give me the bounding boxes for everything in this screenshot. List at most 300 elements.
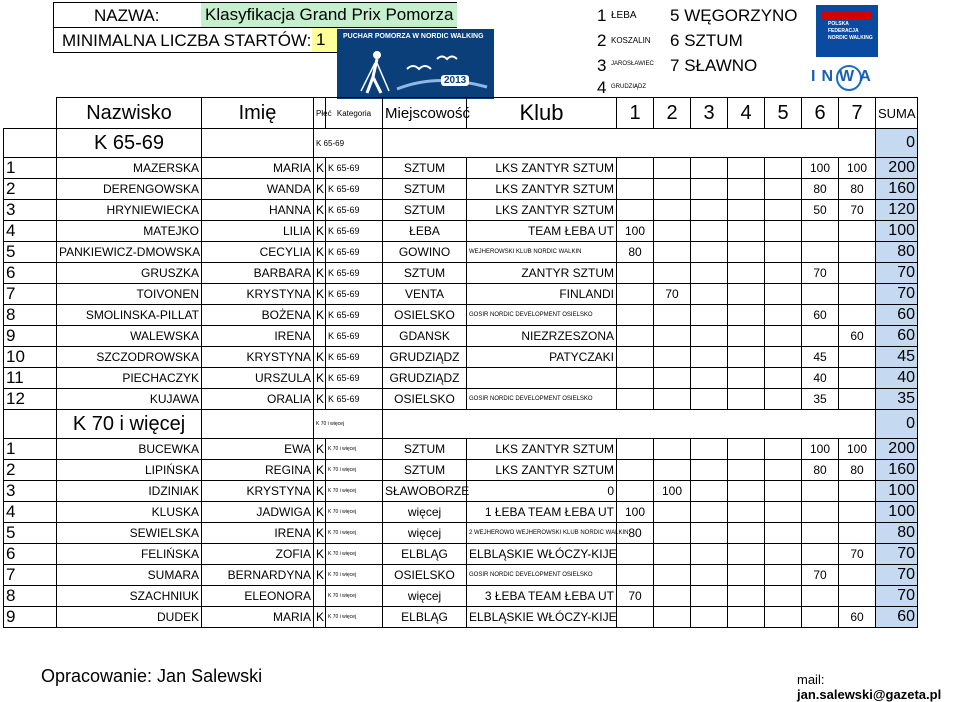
row-round-2: 100 bbox=[654, 481, 691, 502]
row-miejscowosc: GOWINO bbox=[383, 242, 467, 263]
row-round-7 bbox=[839, 221, 876, 242]
footer-author: Opracowanie: Jan Salewski bbox=[41, 666, 263, 686]
row-round-2 bbox=[654, 502, 691, 523]
col-miejscowosc: Miejscowość bbox=[383, 98, 467, 129]
row-round-4 bbox=[728, 200, 765, 221]
row-round-5 bbox=[765, 607, 802, 628]
row-round-3 bbox=[691, 544, 728, 565]
row-round-1 bbox=[617, 347, 654, 368]
row-round-5 bbox=[765, 284, 802, 305]
row-miejscowosc: OSIELSKO bbox=[383, 389, 467, 410]
row-round-2 bbox=[654, 544, 691, 565]
row-position: 5 bbox=[4, 242, 57, 263]
row-kategoria: K 70 i więcej bbox=[326, 544, 383, 565]
row-sum: 60 bbox=[876, 607, 918, 628]
federation-logo-text: POLSKA FEDERACJA NORDIC WALKING bbox=[828, 21, 873, 41]
federation-flag-icon bbox=[822, 11, 872, 19]
row-klub: ELBLĄSKIE WŁÓCZY-KIJE bbox=[467, 607, 617, 628]
row-round-2 bbox=[654, 326, 691, 347]
col-imie: Imię bbox=[202, 98, 314, 129]
row-kategoria: K 65-69 bbox=[326, 326, 383, 347]
row-sum: 100 bbox=[876, 481, 918, 502]
row-round-5 bbox=[765, 221, 802, 242]
row-imie: KRYSTYNA bbox=[202, 481, 314, 502]
header-blank bbox=[4, 98, 57, 129]
row-imie: CECYLIA bbox=[202, 242, 314, 263]
footer-email: jan.salewski@gazeta.pl bbox=[797, 687, 942, 702]
row-nazwisko: KLUSKA bbox=[57, 502, 202, 523]
legend-6-num: 6 bbox=[670, 31, 680, 50]
row-klub: GOSIR NORDIC DEVELOPMENT OSIELSKO bbox=[467, 565, 617, 586]
row-round-7 bbox=[839, 481, 876, 502]
row-imie: MARIA bbox=[202, 607, 314, 628]
row-sum: 70 bbox=[876, 263, 918, 284]
row-round-3 bbox=[691, 460, 728, 481]
row-round-7 bbox=[839, 263, 876, 284]
row-round-1 bbox=[617, 200, 654, 221]
table-row bbox=[4, 544, 918, 565]
row-round-4 bbox=[728, 389, 765, 410]
row-sum: 70 bbox=[876, 284, 918, 305]
table-row bbox=[4, 179, 918, 200]
row-round-2 bbox=[654, 439, 691, 460]
legend-2-name: KOSZALIN bbox=[611, 36, 651, 45]
col-r5: 5 bbox=[765, 98, 802, 129]
row-round-2: 70 bbox=[654, 284, 691, 305]
legend-2-num: 2 bbox=[597, 31, 607, 50]
row-sum: 45 bbox=[876, 347, 918, 368]
row-round-1 bbox=[617, 326, 654, 347]
row-position: 1 bbox=[4, 158, 57, 179]
table-row bbox=[4, 481, 918, 502]
row-klub: ZANTYR SZTUM bbox=[467, 263, 617, 284]
footer-mail-label: mail: bbox=[797, 672, 825, 687]
row-plec: K bbox=[314, 368, 326, 389]
nazwa-label: NAZWA: bbox=[94, 6, 160, 25]
row-sum: 70 bbox=[876, 565, 918, 586]
row-round-6 bbox=[802, 242, 839, 263]
row-miejscowosc: GDANSK bbox=[383, 326, 467, 347]
row-round-1 bbox=[617, 305, 654, 326]
col-r3: 3 bbox=[691, 98, 728, 129]
row-round-4 bbox=[728, 242, 765, 263]
row-plec: K bbox=[314, 607, 326, 628]
row-imie: JADWIGA bbox=[202, 502, 314, 523]
row-position: 6 bbox=[4, 263, 57, 284]
col-r2: 2 bbox=[654, 98, 691, 129]
row-plec: K bbox=[314, 179, 326, 200]
row-round-3 bbox=[691, 481, 728, 502]
row-round-3 bbox=[691, 439, 728, 460]
row-sum: 60 bbox=[876, 326, 918, 347]
row-imie: REGINA bbox=[202, 460, 314, 481]
row-round-2 bbox=[654, 586, 691, 607]
row-round-3 bbox=[691, 607, 728, 628]
row-round-7 bbox=[839, 523, 876, 544]
row-plec: K bbox=[314, 263, 326, 284]
row-sum: 80 bbox=[876, 523, 918, 544]
row-plec: K bbox=[314, 565, 326, 586]
legend-6-name: SZTUM bbox=[684, 31, 743, 50]
inwa-logo-text: INWA bbox=[811, 68, 877, 85]
row-klub: 1 ŁEBA TEAM ŁEBA UT bbox=[467, 502, 617, 523]
row-kategoria: K 70 i więcej bbox=[326, 523, 383, 544]
col-r7: 7 bbox=[839, 98, 876, 129]
col-kategoria: Kategoria bbox=[326, 98, 383, 129]
row-round-6: 40 bbox=[802, 368, 839, 389]
row-round-7 bbox=[839, 242, 876, 263]
legend-7-name: SŁAWNO bbox=[684, 56, 758, 75]
row-round-4 bbox=[728, 263, 765, 284]
table-row bbox=[4, 502, 918, 523]
row-nazwisko: MAZERSKA bbox=[57, 158, 202, 179]
row-miejscowosc: więcej bbox=[383, 523, 467, 544]
row-round-3 bbox=[691, 284, 728, 305]
row-plec: K bbox=[314, 221, 326, 242]
row-miejscowosc: ELBLĄG bbox=[383, 544, 467, 565]
row-round-7: 80 bbox=[839, 460, 876, 481]
row-round-6 bbox=[802, 481, 839, 502]
row-round-4 bbox=[728, 502, 765, 523]
row-round-4 bbox=[728, 368, 765, 389]
row-round-4 bbox=[728, 607, 765, 628]
row-round-5 bbox=[765, 179, 802, 200]
row-round-6 bbox=[802, 544, 839, 565]
row-round-6: 80 bbox=[802, 460, 839, 481]
row-miejscowosc: SŁAWOBORZE bbox=[383, 481, 467, 502]
legend-5 bbox=[670, 6, 798, 26]
row-round-3 bbox=[691, 502, 728, 523]
row-kategoria: K 65-69 bbox=[326, 389, 383, 410]
row-miejscowosc: SZTUM bbox=[383, 179, 467, 200]
row-imie: IRENA bbox=[202, 326, 314, 347]
row-round-4 bbox=[728, 439, 765, 460]
federation-logo bbox=[816, 5, 878, 57]
row-round-5 bbox=[765, 200, 802, 221]
row-round-7: 100 bbox=[839, 158, 876, 179]
row-round-1 bbox=[617, 284, 654, 305]
row-klub: 2 WEJHEROWO WEJHEROWSKI KLUB NORDIC WALKIN bbox=[467, 523, 617, 544]
row-kategoria: K 65-69 bbox=[326, 179, 383, 200]
row-imie: HANNA bbox=[202, 200, 314, 221]
legend-1-name: ŁEBA bbox=[611, 10, 637, 21]
row-sum: 60 bbox=[876, 305, 918, 326]
row-imie: ORALIA bbox=[202, 389, 314, 410]
row-miejscowosc: SZTUM bbox=[383, 263, 467, 284]
row-round-1 bbox=[617, 565, 654, 586]
section-blank bbox=[4, 410, 57, 439]
row-round-2 bbox=[654, 263, 691, 284]
row-klub: 3 ŁEBA TEAM ŁEBA UT bbox=[467, 586, 617, 607]
row-imie: LILIA bbox=[202, 221, 314, 242]
row-nazwisko: DUDEK bbox=[57, 607, 202, 628]
row-round-7 bbox=[839, 389, 876, 410]
section-blank bbox=[4, 129, 57, 158]
section-gap bbox=[202, 410, 314, 439]
row-position: 10 bbox=[4, 347, 57, 368]
row-round-7 bbox=[839, 565, 876, 586]
row-position: 12 bbox=[4, 389, 57, 410]
row-plec: K bbox=[314, 523, 326, 544]
section-name: K 70 i więcej bbox=[57, 410, 202, 439]
row-round-1: 80 bbox=[617, 242, 654, 263]
row-round-2 bbox=[654, 179, 691, 200]
row-round-5 bbox=[765, 439, 802, 460]
row-plec: K bbox=[314, 439, 326, 460]
row-round-6: 70 bbox=[802, 565, 839, 586]
col-r4: 4 bbox=[728, 98, 765, 129]
row-imie: KRYSTYNA bbox=[202, 284, 314, 305]
inwa-logo bbox=[809, 64, 886, 91]
row-miejscowosc: SZTUM bbox=[383, 200, 467, 221]
section-name: K 65-69 bbox=[57, 129, 202, 158]
row-round-2 bbox=[654, 389, 691, 410]
row-round-7 bbox=[839, 502, 876, 523]
row-nazwisko: BUCEWKA bbox=[57, 439, 202, 460]
col-suma: SUMA bbox=[876, 98, 918, 129]
row-position: 8 bbox=[4, 586, 57, 607]
row-round-1 bbox=[617, 481, 654, 502]
row-kategoria: K 65-69 bbox=[326, 284, 383, 305]
row-klub: LKS ZANTYR SZTUM bbox=[467, 439, 617, 460]
row-round-5 bbox=[765, 326, 802, 347]
section-small-label: K 65-69 bbox=[314, 129, 383, 158]
table-row bbox=[4, 565, 918, 586]
logo-title: PUCHAR POMORZA W NORDIC WALKING bbox=[343, 33, 484, 40]
table-body bbox=[4, 129, 918, 628]
row-round-3 bbox=[691, 389, 728, 410]
table-row bbox=[4, 439, 918, 460]
legend-6 bbox=[670, 31, 743, 51]
row-round-7 bbox=[839, 305, 876, 326]
row-klub: FINLANDI bbox=[467, 284, 617, 305]
row-round-1: 80 bbox=[617, 523, 654, 544]
section-empty bbox=[383, 410, 876, 439]
row-round-1: 100 bbox=[617, 502, 654, 523]
row-round-2 bbox=[654, 305, 691, 326]
row-kategoria: K 65-69 bbox=[326, 263, 383, 284]
row-round-3 bbox=[691, 263, 728, 284]
row-round-7 bbox=[839, 586, 876, 607]
row-imie: BOŻENA bbox=[202, 305, 314, 326]
row-position: 6 bbox=[4, 544, 57, 565]
row-round-6 bbox=[802, 502, 839, 523]
row-round-5 bbox=[765, 586, 802, 607]
nordic-walker-icon bbox=[337, 29, 494, 99]
row-round-4 bbox=[728, 481, 765, 502]
row-nazwisko: PIECHACZYK bbox=[57, 368, 202, 389]
row-round-4 bbox=[728, 326, 765, 347]
row-round-2 bbox=[654, 158, 691, 179]
row-kategoria: K 70 i więcej bbox=[326, 460, 383, 481]
table-row bbox=[4, 284, 918, 305]
row-round-2 bbox=[654, 460, 691, 481]
row-klub: LKS ZANTYR SZTUM bbox=[467, 200, 617, 221]
row-round-3 bbox=[691, 565, 728, 586]
row-klub: 0 bbox=[467, 481, 617, 502]
column-header-row bbox=[4, 98, 918, 129]
row-round-7: 70 bbox=[839, 200, 876, 221]
row-imie: BERNARDYNA bbox=[202, 565, 314, 586]
row-round-1 bbox=[617, 158, 654, 179]
row-round-2 bbox=[654, 523, 691, 544]
nazwa-value: Klasyfikacja Grand Prix Pomorza bbox=[201, 3, 457, 27]
row-kategoria: K 70 i więcej bbox=[326, 439, 383, 460]
row-plec bbox=[314, 326, 326, 347]
row-plec: K bbox=[314, 158, 326, 179]
row-round-1 bbox=[617, 460, 654, 481]
row-imie: BARBARA bbox=[202, 263, 314, 284]
row-kategoria: K 65-69 bbox=[326, 242, 383, 263]
min-starts-label: MINIMALNA LICZBA STARTÓW: bbox=[62, 31, 312, 50]
table-row bbox=[4, 158, 918, 179]
table-row bbox=[4, 368, 918, 389]
row-position: 2 bbox=[4, 460, 57, 481]
row-miejscowosc: ELBLĄG bbox=[383, 607, 467, 628]
row-nazwisko: LIPIŃSKA bbox=[57, 460, 202, 481]
row-nazwisko: SEWIELSKA bbox=[57, 523, 202, 544]
legend-1-num: 1 bbox=[597, 6, 607, 25]
legend-7 bbox=[670, 56, 757, 76]
row-klub: LKS ZANTYR SZTUM bbox=[467, 179, 617, 200]
table-row bbox=[4, 607, 918, 628]
row-round-4 bbox=[728, 565, 765, 586]
row-nazwisko: WALEWSKA bbox=[57, 326, 202, 347]
row-plec: K bbox=[314, 481, 326, 502]
col-r1: 1 bbox=[617, 98, 654, 129]
row-sum: 200 bbox=[876, 439, 918, 460]
table-row bbox=[4, 460, 918, 481]
min-starts-value: 1 bbox=[312, 28, 338, 52]
row-sum: 120 bbox=[876, 200, 918, 221]
row-miejscowosc: VENTA bbox=[383, 284, 467, 305]
row-round-1 bbox=[617, 179, 654, 200]
table-row bbox=[4, 347, 918, 368]
row-sum: 160 bbox=[876, 460, 918, 481]
row-plec: K bbox=[314, 242, 326, 263]
row-round-2 bbox=[654, 565, 691, 586]
row-nazwisko: KUJAWA bbox=[57, 389, 202, 410]
row-round-5 bbox=[765, 263, 802, 284]
legend-7-num: 7 bbox=[670, 56, 680, 75]
row-sum: 40 bbox=[876, 368, 918, 389]
row-round-7 bbox=[839, 347, 876, 368]
row-round-6 bbox=[802, 326, 839, 347]
row-round-3 bbox=[691, 368, 728, 389]
section-sum: 0 bbox=[876, 410, 918, 439]
row-round-7 bbox=[839, 368, 876, 389]
row-round-4 bbox=[728, 284, 765, 305]
row-sum: 70 bbox=[876, 586, 918, 607]
legend-3-name: JAROSŁAWIEC bbox=[611, 61, 654, 67]
row-miejscowosc: ŁEBA bbox=[383, 221, 467, 242]
row-nazwisko: FELIŃSKA bbox=[57, 544, 202, 565]
row-nazwisko: SUMARA bbox=[57, 565, 202, 586]
row-imie: WANDA bbox=[202, 179, 314, 200]
row-miejscowosc: więcej bbox=[383, 586, 467, 607]
row-round-6 bbox=[802, 284, 839, 305]
row-round-6 bbox=[802, 586, 839, 607]
row-position: 11 bbox=[4, 368, 57, 389]
row-sum: 100 bbox=[876, 502, 918, 523]
legend-4-name: GRUDZIĄDZ bbox=[611, 84, 646, 90]
row-imie: EWA bbox=[202, 439, 314, 460]
row-round-3 bbox=[691, 200, 728, 221]
row-miejscowosc: GRUDZIĄDZ bbox=[383, 368, 467, 389]
row-nazwisko: SMOLINSKA-PILLAT bbox=[57, 305, 202, 326]
row-imie: ZOFIA bbox=[202, 544, 314, 565]
row-kategoria: K 65-69 bbox=[326, 368, 383, 389]
row-round-7: 80 bbox=[839, 179, 876, 200]
row-round-5 bbox=[765, 389, 802, 410]
row-position: 4 bbox=[4, 221, 57, 242]
legend-3-num: 3 bbox=[597, 56, 607, 75]
row-round-4 bbox=[728, 221, 765, 242]
row-position: 1 bbox=[4, 439, 57, 460]
row-round-2 bbox=[654, 368, 691, 389]
row-round-5 bbox=[765, 565, 802, 586]
section-sum: 0 bbox=[876, 129, 918, 158]
row-imie: URSZULA bbox=[202, 368, 314, 389]
col-klub: Klub bbox=[467, 98, 617, 129]
row-miejscowosc: SZTUM bbox=[383, 439, 467, 460]
table-row bbox=[4, 586, 918, 607]
row-kategoria: K 70 i więcej bbox=[326, 565, 383, 586]
section-small-label: K 70 i więcej bbox=[314, 410, 383, 439]
row-round-1 bbox=[617, 389, 654, 410]
row-position: 7 bbox=[4, 565, 57, 586]
row-round-6 bbox=[802, 523, 839, 544]
row-position: 9 bbox=[4, 326, 57, 347]
row-round-4 bbox=[728, 347, 765, 368]
row-round-7: 60 bbox=[839, 326, 876, 347]
row-klub bbox=[467, 368, 617, 389]
row-position: 3 bbox=[4, 200, 57, 221]
row-round-3 bbox=[691, 242, 728, 263]
row-kategoria: K 65-69 bbox=[326, 221, 383, 242]
row-nazwisko: TOIVONEN bbox=[57, 284, 202, 305]
row-round-2 bbox=[654, 347, 691, 368]
row-round-1 bbox=[617, 368, 654, 389]
table-row bbox=[4, 221, 918, 242]
row-imie: MARIA bbox=[202, 158, 314, 179]
row-plec: K bbox=[314, 502, 326, 523]
row-round-3 bbox=[691, 586, 728, 607]
row-round-7 bbox=[839, 284, 876, 305]
row-kategoria: K 65-69 bbox=[326, 200, 383, 221]
row-round-6: 50 bbox=[802, 200, 839, 221]
row-round-5 bbox=[765, 460, 802, 481]
row-kategoria: K 70 i więcej bbox=[326, 502, 383, 523]
puchar-pomorza-logo bbox=[337, 29, 494, 99]
legend-4-num: 4 bbox=[597, 78, 607, 97]
row-nazwisko: PANKIEWICZ-DMOWSKA bbox=[57, 242, 202, 263]
legend-5-num: 5 bbox=[670, 6, 680, 25]
legend-5-name: WĘGORZYNO bbox=[684, 6, 798, 25]
row-nazwisko: HRYNIEWIECKA bbox=[57, 200, 202, 221]
row-sum: 200 bbox=[876, 158, 918, 179]
results-table bbox=[3, 97, 918, 628]
row-klub: WEJHEROWSKI KLUB NORDIC WALKIN bbox=[467, 242, 617, 263]
row-round-5 bbox=[765, 305, 802, 326]
row-klub: ELBLĄSKIE WŁÓCZY-KIJE bbox=[467, 544, 617, 565]
row-miejscowosc: GRUDZIĄDZ bbox=[383, 347, 467, 368]
row-miejscowosc: SZTUM bbox=[383, 158, 467, 179]
row-round-6 bbox=[802, 607, 839, 628]
row-plec: K bbox=[314, 200, 326, 221]
row-miejscowosc: OSIELSKO bbox=[383, 565, 467, 586]
row-round-5 bbox=[765, 242, 802, 263]
